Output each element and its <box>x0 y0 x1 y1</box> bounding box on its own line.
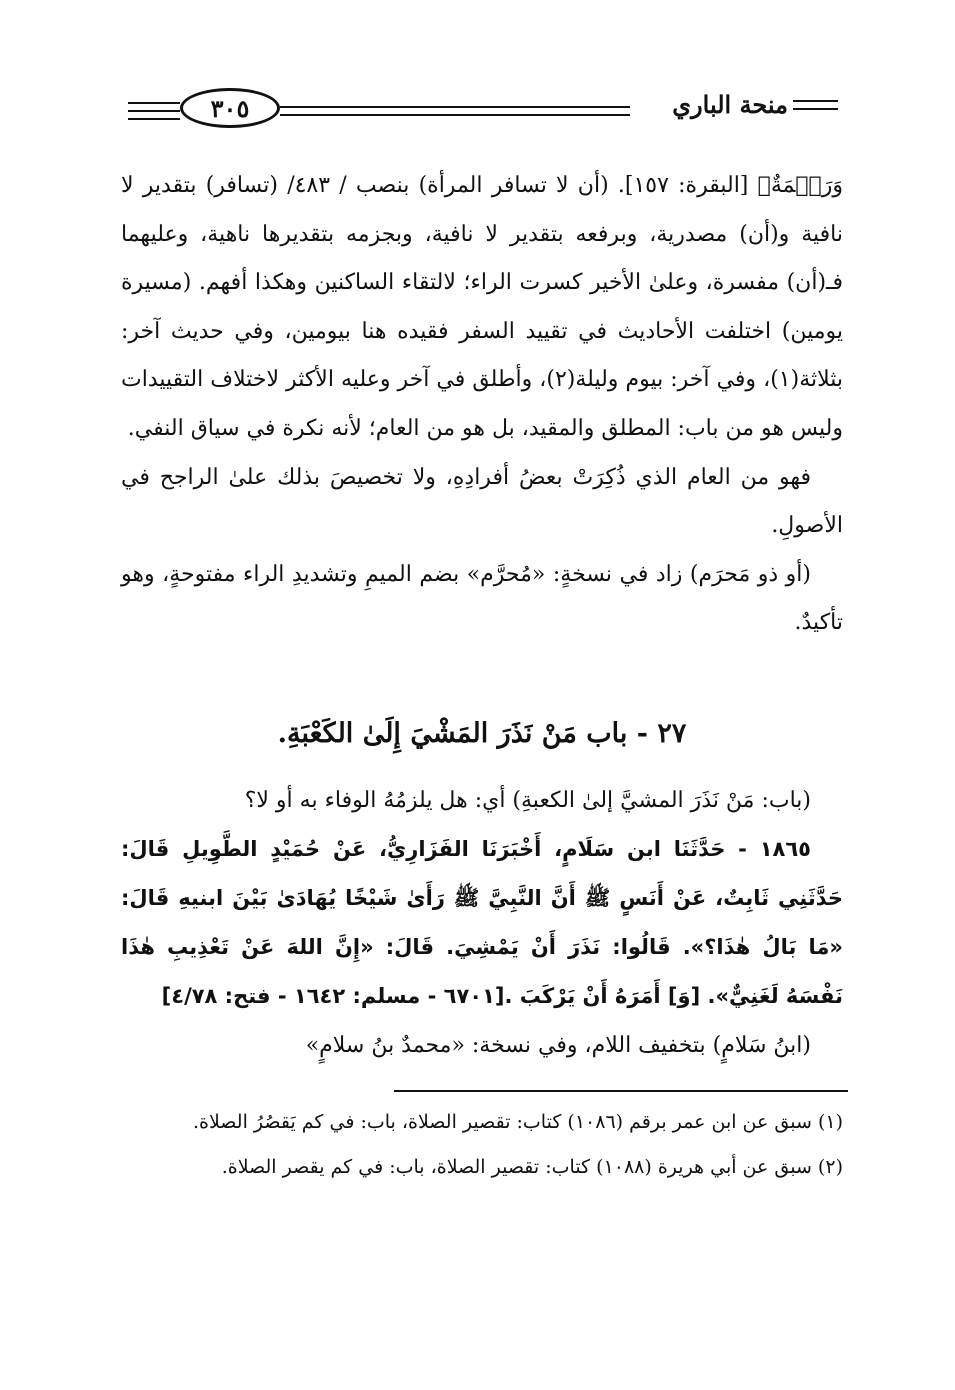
commentary-paragraph: (ابنُ سَلامٍ) بتخفيف اللام، وفي نسخة: «محمدٌ بنُ سلامٍ» <box>305 1033 811 1058</box>
paragraph: وَرَحۡمَةٌ﴾ [البقرة: ١٥٧]. (أن لا تسافر المرأة) بنصب / ٤٨٣/ (تسافر) بتقدير لا نافية و(أن) مصدرية، وبرفعه بتقدير لا نافية، وبجزمه بتقديرها ناهية، وعليهما فـ(أن) مفسرة، وعلىٰ الأخير كسرت الراء؛ لالتقاء الساكنين وهكذا أفهم. (مسيرة يومين) اختلفت الأحاديث في تقييد السفر فقيده هنا بيومين، وفي حديث آخر: بثلاثة(١)، وفي آخر: بيوم وليلة(٢)، وأطلق في آخر وعليه الأكثر لاختلاف التقييدات وليس هو من باب: المطلق والمقيد، بل هو من العام؛ لأنه نكرة في سياق النفي. <box>121 173 843 441</box>
header-rule-right <box>793 108 838 110</box>
hadith-text: ١٨٦٥ - حَدَّثَنَا ابن سَلَامٍ، أَخْبَرَنَا الفَزَارِيُّ، عَنْ حُمَيْدٍ الطَّوِيلِ قَالَ: حَدَّثَنِي ثَابِتٌ، عَنْ أَنَسٍ ﷺ أَنَّ النَّبِيَّ ﷺ رَأَىٰ شَيْخًا يُهَادَىٰ بَيْنَ ابنيهِ قَالَ: «مَا بَالُ هٰذَا؟». قَالُوا: نَذَرَ أَنْ يَمْشِيَ. قَالَ: «إِنَّ اللهَ عَنْ تَعْذِيبِ هٰذَا نَفْسَهُ لَغَنِيٌّ». [وَ] أَمَرَهُ أَنْ يَرْكَبَ .[٦٧٠١ - مسلم: ١٦٤٢ - فتح: ٤/٧٨] <box>121 837 843 1008</box>
header-rule-left <box>128 110 180 112</box>
footnote: (١) سبق عن ابن عمر برقم (١٠٨٦) كتاب: تقصير الصلاة، باب: في كم يَقصُرُ الصلاة. <box>192 1111 843 1133</box>
header-rule-left <box>128 118 180 120</box>
header-rule-right <box>793 100 838 102</box>
commentary-text <box>121 162 843 648</box>
footnotes <box>121 1102 843 1192</box>
footnote: (٢) سبق عن أبي هريرة (١٠٨٨) كتاب: تقصير الصلاة، باب: في كم يقصر الصلاة. <box>221 1156 843 1178</box>
header-rule-middle <box>280 114 630 116</box>
chapter-heading: ٢٧ - باب مَنْ نَذَرَ المَشْيَ إِلَىٰ الكَعْبَةِ. <box>277 718 687 749</box>
paragraph: فهو من العام الذي ذُكِرَتْ بعضُ أفرادِهِ، ولا تخصيصَ بذلك علىٰ الراجح في الأصولِ. <box>121 464 843 539</box>
header-rule-middle <box>280 106 630 108</box>
page-number: ٣٠٥ <box>180 88 280 128</box>
page-header <box>128 82 838 142</box>
chapter-section <box>121 776 843 1070</box>
book-title: منحة الباري <box>672 90 788 119</box>
chapter-intro: (باب: مَنْ نَذَرَ المشيَّ إلىٰ الكعبةِ) أي: هل يلزمُهُ الوفاء به أو لا؟ <box>244 788 811 813</box>
footnote-separator <box>394 1090 848 1092</box>
header-rule-left <box>128 102 180 104</box>
paragraph: (أو ذو مَحرَم) زاد في نسخةٍ: «مُحرَّم» بضم الميمِ وتشديدِ الراء مفتوحةٍ، وهو تأكيدٌ. <box>121 561 843 636</box>
